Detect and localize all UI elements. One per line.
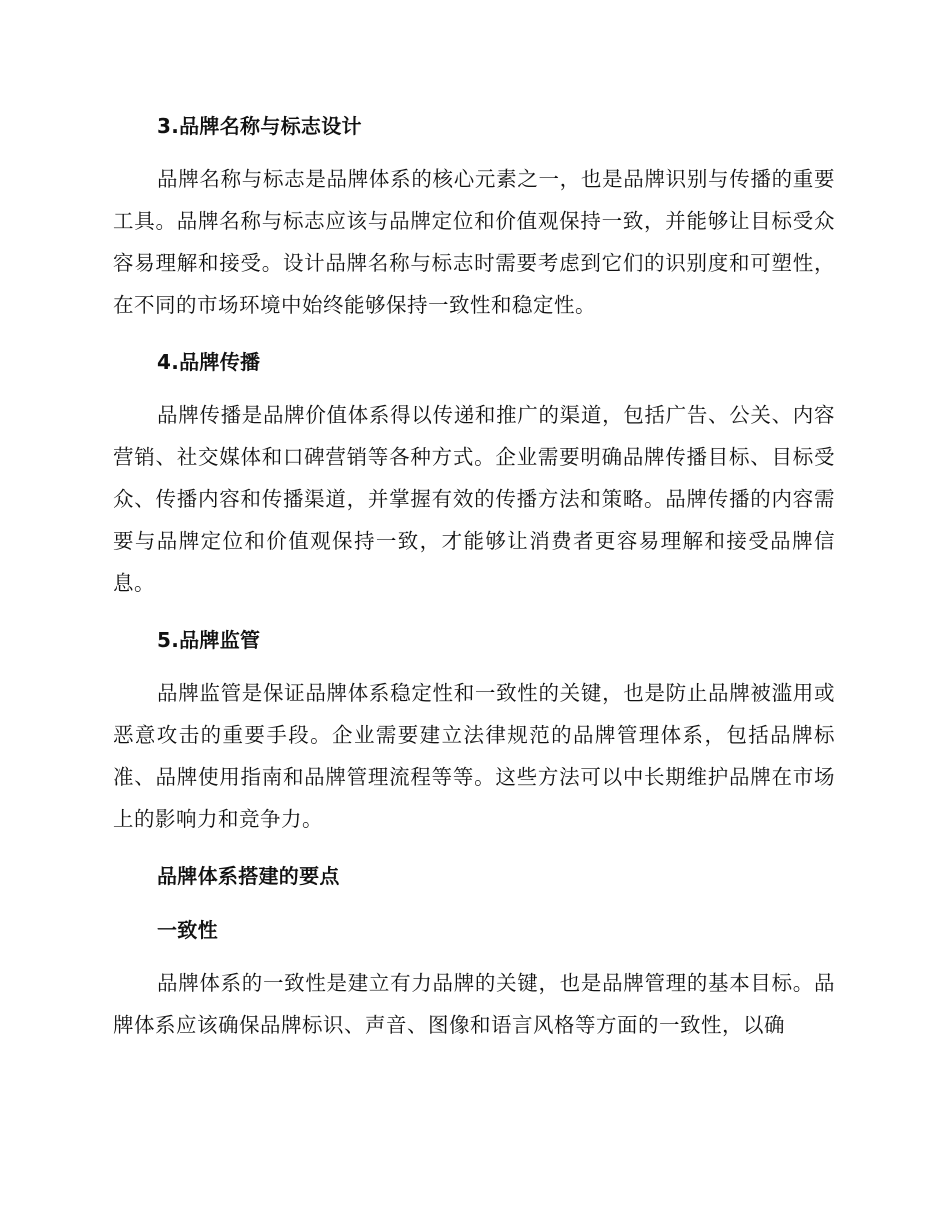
section-paragraph-brand-name-logo: 品牌名称与标志是品牌体系的核心元素之一，也是品牌识别与传播的重要工具。品牌名称与标志应该与品牌定位和价值观保持一致，并能够让目标受众容易理解和接受。设计品牌名称与标志时需要考虑到它们的识别度和可塑性，在不同的市场环境中始终能够保持一致性和稳定性。 (113, 167, 835, 317)
section-heading-brand-supervision: 5.品牌监管 (157, 628, 261, 652)
section-paragraph-brand-communication: 品牌传播是品牌价值体系得以传递和推广的渠道，包括广告、公关、内容营销、社交媒体和口碑营销等各种方式。企业需要明确品牌传播目标、目标受众、传播内容和传播渠道，并掌握有效的传播方法和策略。品牌传播的内容需要与品牌定位和价值观保持一致，才能够让消费者更容易理解和接受品牌信息。 (113, 403, 835, 595)
consistency-subheading: 一致性 (157, 918, 218, 942)
key-points-heading: 品牌体系搭建的要点 (157, 864, 340, 888)
document-page (113, 104, 835, 1046)
section-heading-brand-name-logo: 3.品牌名称与标志设计 (157, 114, 362, 138)
consistency-paragraph: 品牌体系的一致性是建立有力品牌的关键，也是品牌管理的基本目标。品牌体系应该确保品牌标识、声音、图像和语言风格等方面的一致性，以确 (113, 971, 835, 1037)
section-heading-brand-communication: 4.品牌传播 (157, 350, 261, 374)
section-paragraph-brand-supervision: 品牌监管是保证品牌体系稳定性和一致性的关键，也是防止品牌被滥用或恶意攻击的重要手段。企业需要建立法律规范的品牌管理体系，包括品牌标准、品牌使用指南和品牌管理流程等等。这些方法可以中长期维护品牌在市场上的影响力和竞争力。 (113, 681, 835, 831)
